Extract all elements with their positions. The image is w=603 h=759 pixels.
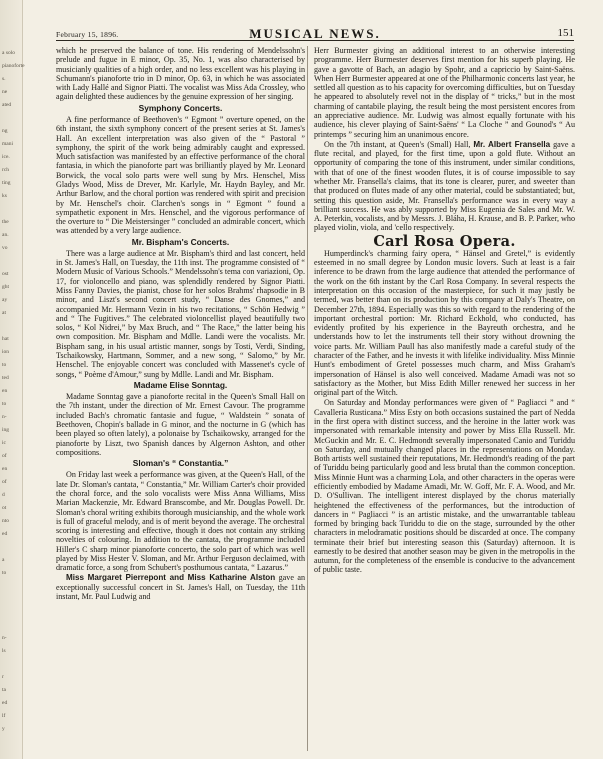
margin-fragment: ks: [2, 193, 7, 199]
margin-fragment: to: [2, 570, 7, 576]
margin-fragment: y: [2, 726, 5, 732]
heading-symphony-concerts: Symphony Concerts.: [138, 102, 223, 113]
margin-fragment: an.: [2, 232, 9, 238]
margin-fragment: at: [2, 310, 6, 316]
margin-fragment: n-: [2, 414, 7, 420]
margin-fragment: vo: [2, 245, 8, 251]
margin-fragment: n-: [2, 635, 7, 641]
paragraph-constantia: On Friday last week a performance was given, at the Queen's Hall, of the late Dr. Sloman's cantata, “ Constantia,” Mr. William Carter's choir provided the choral force, and the solo vocalists were Miss Anna Williams, Miss Marian Mackenzie, Mr. Edward Branscombe, and Mr. Douglas Powell. Dr. Sloman's choral writing exhibits thorough musicianship, and the whole work is full of graceful melody, and is of merit beyond the average. The orchestral scoring is interesting and effective, though it does not contain any striking novelties of colouring. In addition to the cantata, the programme included Hiller's C sharp minor pianoforte concerto, the solo part of which was well played by Miss Hester V. Sloman, and Mr. Arthur Ferguson declaimed, with dramatic force, a song from Schubert's posthumous cantata, “ Lazarus.”: [56, 470, 305, 573]
margin-fragment: en: [2, 388, 8, 394]
margin-fragment: hat: [2, 336, 9, 342]
margin-fragment: ice.: [2, 154, 10, 160]
fransella-text: gave a flute recital, and played, for the first time, upon a gold flute. Without an opportunity of comparing the tone of this instrument, under similar conditions, with that of one of the finest wooden flutes, it is of course impossible to say whether Mr. Fransella's claims, that its tone is clearer, purer, and sweeter than that produced on flutes made of any other material, could be substantiated; but, setting this question aside, Mr. Fransella's performance was in every way a brilliant success. He was ably supported by Miss Eugenia de Sales and Mr. W. A. Peterkin, vocalists, and by Messrs. J. Bláha, H. Krause, and B. P. Parker, who played violin, viola, and 'cello respectively.: [314, 139, 575, 233]
paragraph-bispham: There was a large audience at Mr. Bispham's third and last concert, held in St. James's Hall, on Tuesday, the 11th inst. The programme consisted of “ Modern Music of Various Schools.” Mendelssohn's tema con variazioni, Op. 17, for violoncello and piano, was splendidly rendered by Signor Piatti. Miss Fanny Davies, the pianist, chose for her solos Brahms' rhapsodie in B minor, and Liszt's second concert study, “ Danse des Gnomes,” and accompanied Mr. Hermann Vezin in his two recitations, “ Schön Hedwig ” and “ The Fugitives.” The celebrated violoncellist played beautifully two solos, “ Kol Nidrei,” by Max Bruch, and “ The Race,” the latter being his own composition. Mr. Bispham and Mdlle. Landi were the vocalists. Mr. Bispham sang, in his usual artistic manner, songs by Tosti, Verdi, Sinding, Tschaikowsky, Hartmann, Sommer, and a new song, “ Salomo,” by Mr. Henschel. The enjoyable concert was concluded with Massenet's cycle of songs, “ Poème d'Amour,” sung by Mdlle. Landi and Mr. Bispham.: [56, 248, 305, 379]
margin-fragment: to: [2, 362, 7, 368]
margin-fragment: ost: [2, 271, 9, 277]
margin-fragment: ta: [2, 687, 6, 693]
adjacent-page-margin: [0, 0, 23, 759]
heading-bispham-concerts: Mr. Bispham's Concerts.: [131, 236, 230, 247]
issue-date: February 15, 1896.: [56, 30, 119, 39]
fransella-name: Mr. Albert Fransella: [473, 139, 551, 149]
column-divider: [307, 46, 308, 751]
margin-fragment: ay: [2, 297, 8, 303]
paragraph-sonntag: Madame Sonntag gave a pianoforte recital in the Queen's Small Hall on the 7th instant, under the direction of Mr. Ernest Cavour. The programme included Bach's chromatic fantasie and fugue, “ Waldstein ” sonata of Beethoven, Chopin's ballade in G minor, and the nocturne in G (which has been played so often lately), a polonaise by Tschaikowsky, arranged for the pianoforte by Liszt, two Spanish dances by Algernon Ashton, and other compositions.: [56, 392, 305, 457]
margin-fragment: ed: [2, 531, 8, 537]
fransella-intro: On the 7th instant, at Queen's (Small) Hall,: [324, 139, 474, 149]
margin-fragment: ted: [2, 375, 9, 381]
paragraph-pierrepont: [56, 573, 305, 601]
paragraph-burmester: Herr Burmester giving an additional interest to an otherwise interesting programme. Herr Burmester deserves first mention for his superb playing. He gave a gavotte of Bach, an adagio by Spohr, and a capriccio by Saint-Saëns. When Herr Burmester appeared at one of the Philharmonic concerts last year, he settled all question as to his capacity for overcoming difficulties, but on Tuesday he appeared to absolutely revel not in the display of “ tricks,” but in the most charming of cantabile playing, the result being the most persistent encores from an appreciative audience. Mr. Ludwig was almost equally fortunate with his audience, his clever playing of Saint-Saëns' “ La Cloche ” and Gounod's “ Au printemps ” securing him an unanimous encore.: [314, 46, 575, 139]
paragraph-fransella: [314, 140, 575, 233]
margin-fragment: to: [2, 401, 7, 407]
margin-fragment: of: [2, 479, 7, 485]
margin-fragment: ed: [2, 700, 8, 706]
margin-fragment: of: [2, 453, 7, 459]
margin-fragment: a: [2, 557, 5, 563]
margin-fragment: lf: [2, 713, 6, 719]
page-header: [56, 24, 574, 41]
paragraph-hansel-gretel: Humperdinck's charming fairy opera, “ Hänsel and Gretel,” is evidently esteemed in no small degree by London music lovers. Such at least is a fair inference to be drawn from the large audience that attended the performance of the work on the 6th instant by the Carl Rosa Company. In several respects the interpretation on this occasion of the masterpiece, for such it may justly be termed, was better than on its production by this company at Daly's Theatre, on December 27th, 1894. Especially was this so with regard to the rendering of the important orchestral portion: Mr. Richard Eckhold, who conducted, has evidently profited by his experience in the Bayreuth orchestra, and he understands how to let the instruments tell their story without drowning the voice parts. Mr. William Paull has also manifestly made a careful study of the character of the Father, and he invests it with lifelike individuality. Miss Minnie Hunt's embodiment of Gretel possesses much charm, and Miss Graham's impersonation of Hänsel is also well conceived. Madame Amadi was not so satisfactory as the Mother, but Miss Edith Miller renewed her success in her original part of the Witch.: [314, 248, 575, 398]
margin-fragment: ion: [2, 349, 10, 355]
margin-fragment: ated: [2, 102, 12, 108]
margin-fragment: s.: [2, 76, 6, 82]
margin-fragment: nto: [2, 518, 10, 524]
margin-fragment: a solo: [2, 50, 15, 56]
heading-constantia: Sloman's “ Constantia.”: [132, 458, 229, 469]
masthead-title: MUSICAL NEWS.: [249, 26, 381, 41]
margin-fragment: d: [2, 492, 5, 498]
margin-fragment: ls: [2, 648, 6, 654]
page-number: 151: [557, 27, 574, 39]
paragraph-symphony: A fine performance of Beethoven's “ Egmont ” overture opened, on the 6th instant, the sixth symphony concert of the present series at St. James's Hall. An excellent interpretation was also given of the “ Pastoral ” symphony, the spirit of the work being admirably caught and expressed. Much satisfaction was manifested by an effective performance of the choral fantasia, in which the pianoforte part was brilliantly played by Mr. Leonard Borwick, the vocal solo parts were well sung by Mrs. Henschel, Miss Gladys Wood, Miss de Drever, Mr. Karlyle, Mr. Haydn Bayley, and Mr. Arthur Barlow, and the choral portion was rendered with spirit and precision by Mr. Henschel's choir. Clarchen's songs in “ Egmont ” found a sympathetic exponent in Mrs. Henschel, and the vigorous performance of the overture to “ Die Meistersinger ” concluded an admirable concert, which was attended by a very large audience.: [56, 114, 305, 236]
margin-fragment: ting: [2, 180, 11, 186]
margin-fragment: ne: [2, 89, 8, 95]
heading-sonntag: Madame Elise Sonntag.: [133, 379, 228, 390]
margin-fragment: the: [2, 219, 9, 225]
margin-fragment: ing: [2, 427, 10, 433]
margin-fragment: ot: [2, 505, 7, 511]
margin-fragment: pianoforte: [2, 63, 25, 69]
left-column: [56, 46, 305, 751]
right-column: [314, 46, 575, 751]
paragraph-pagliacci: On Saturday and Monday performances were given of “ Pagliacci ” and “ Cavalleria Rusticana.” Miss Esty on both occasions sustained the part of Nedda in the first opera with distinct success, and the heroine in the latter work was impersonated with remarkable intensity and power by Miss Ella Russell. Mr. McGuckin and Mr. E. C. Hedmondt severally impersonated Canio and Turiddu on Saturday, and mutually changed places in the representations on Monday. Both artists well sustained their reputations, Mr. Hedmondt's reading of the part of Turiddu being particularly good and less brutal than the common conception. Miss Minnie Hunt was a charming Lola, and other characters in the operas were efficiently embodied by Madame Amadi, Mr. W. Goff, Mr. F. A. Wood, and Mr. D. O'Sullivan. The intelligent interest displayed by the chorus materially heightened the effectiveness of the performances, but the introduction of dancers in “ Pagliacci ” is an artistic mistake, and the unwarrantable tableau formed by bringing back Turiddu to die on the stage, surrounded by the other characters in melodramatic positions should be discarded at once. The company terminate their brief but interesting season this (Saturday) afternoon. It is earnestly to be desired that another season may be given in the metropolis in the autumn, for the completeness of the ensemble is conducive to the advancement of public taste.: [314, 398, 575, 575]
margin-fragment: r: [2, 674, 4, 680]
pierrepont-names: Miss Margaret Pierrepont and Miss Katharine Alston: [66, 573, 276, 583]
paragraph-hall-recital: which he preserved the balance of tone. His rendering of Mendelssohn's prelude and fugue in E minor, Op. 35, No. 1, was also characterised by musicianly qualities of a high order, and no less excellent was his playing in Schumann's pianoforte trio in D minor, Op. 63, in which he was associated with Lady Hallé and Signor Piatti. The vocalist was Miss Ada Crossley, who again delighted these audiences by the genuine expression of her singing.: [56, 46, 305, 102]
margin-fragment: en: [2, 466, 8, 472]
margin-fragment: ng: [2, 128, 8, 134]
margin-fragment: rch: [2, 167, 10, 173]
heading-carl-rosa-opera: Carl Rosa Opera.: [373, 232, 516, 250]
margin-fragment: ic: [2, 440, 6, 446]
margin-fragment: mani: [2, 141, 13, 147]
margin-fragment: ght: [2, 284, 10, 290]
pierrepont-text: gave an exceptionally successful concert in St. James's Hall, on Tuesday, the 11th instant, Mr. Paul Ludwig and: [56, 573, 305, 602]
